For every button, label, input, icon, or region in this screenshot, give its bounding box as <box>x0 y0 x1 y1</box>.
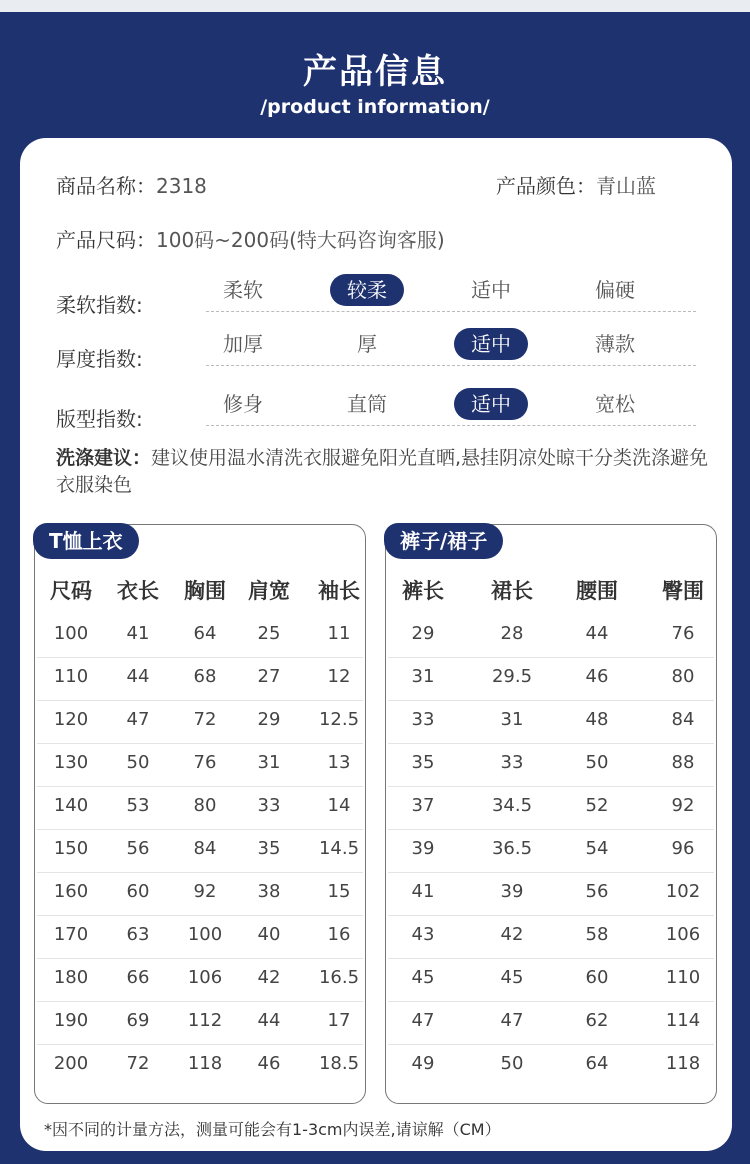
table-cell: 112 <box>187 1010 223 1031</box>
table-cell: 92 <box>671 795 695 816</box>
product-name-value: 2318 <box>156 174 207 198</box>
table-cell: 84 <box>671 709 695 730</box>
table-header-cell: 衣长 <box>117 579 159 603</box>
product-color-label: 产品颜色： <box>496 174 596 198</box>
index-option-selected: 较柔 <box>330 274 404 306</box>
table-cell: 14.5 <box>318 838 360 859</box>
table-cell: 80 <box>671 666 695 687</box>
table-cell: 44 <box>585 623 609 644</box>
table-header-cell: 袖长 <box>318 579 360 603</box>
table-cell: 28 <box>500 623 524 644</box>
index-option: 加厚 <box>223 332 263 356</box>
table-row-divider <box>37 700 363 701</box>
table-cell: 160 <box>53 881 89 902</box>
table-cell: 41 <box>126 623 150 644</box>
table-cell: 54 <box>585 838 609 859</box>
index-option: 厚 <box>357 332 377 356</box>
table-cell: 12 <box>327 666 351 687</box>
table-cell: 16 <box>327 924 351 945</box>
pants-size-table <box>385 524 717 1104</box>
index-label: 厚度指数: <box>56 347 143 371</box>
table-cell: 88 <box>671 752 695 773</box>
index-row <box>56 326 696 371</box>
table-cell: 72 <box>193 709 217 730</box>
table-cell: 33 <box>500 752 524 773</box>
table-row-divider <box>388 1044 714 1045</box>
table-cell: 39 <box>500 881 524 902</box>
table-cell: 92 <box>193 881 217 902</box>
table-cell: 16.5 <box>318 967 360 988</box>
table-cell: 15 <box>327 881 351 902</box>
table-cell: 106 <box>665 924 701 945</box>
table-row-divider <box>37 786 363 787</box>
table-cell: 38 <box>257 881 281 902</box>
pants-table-tag: 裤子/裙子 <box>384 523 503 559</box>
table-cell: 69 <box>126 1010 150 1031</box>
wash-advice <box>56 445 716 499</box>
tshirt-table-tag: T恤上衣 <box>33 523 139 559</box>
table-cell: 31 <box>411 666 435 687</box>
table-cell: 49 <box>411 1053 435 1074</box>
table-cell: 33 <box>257 795 281 816</box>
table-cell: 76 <box>671 623 695 644</box>
table-cell: 170 <box>53 924 89 945</box>
page-title: 产品信息 <box>303 52 447 92</box>
index-option: 柔软 <box>223 278 263 302</box>
table-cell: 13 <box>327 752 351 773</box>
table-cell: 100 <box>187 924 223 945</box>
table-cell: 102 <box>665 881 701 902</box>
index-divider <box>206 311 696 312</box>
table-row-divider <box>388 1001 714 1002</box>
index-option: 偏硬 <box>595 278 635 302</box>
table-cell: 60 <box>126 881 150 902</box>
product-size <box>56 224 445 253</box>
table-row-divider <box>37 872 363 873</box>
table-cell: 42 <box>257 967 281 988</box>
table-header-cell: 裤长 <box>402 579 444 603</box>
product-name-label: 商品名称： <box>56 174 156 198</box>
table-cell: 180 <box>53 967 89 988</box>
measurement-note: *因不同的计量方法，测量可能会有1-3cm内误差,请谅解（CM） <box>44 1120 501 1139</box>
table-cell: 50 <box>500 1053 524 1074</box>
index-option-selected: 适中 <box>454 388 528 420</box>
table-header-cell: 肩宽 <box>248 579 290 603</box>
table-cell: 106 <box>187 967 223 988</box>
table-row-divider <box>37 829 363 830</box>
table-cell: 96 <box>671 838 695 859</box>
table-header-cell: 尺码 <box>50 579 92 603</box>
table-cell: 63 <box>126 924 150 945</box>
table-row-divider <box>37 1001 363 1002</box>
product-size-value: 100码~200码(特大码咨询客服) <box>156 228 445 252</box>
table-cell: 41 <box>411 881 435 902</box>
index-label: 柔软指数: <box>56 293 143 317</box>
table-cell: 31 <box>500 709 524 730</box>
table-cell: 44 <box>257 1010 281 1031</box>
table-cell: 48 <box>585 709 609 730</box>
product-name <box>56 170 207 199</box>
table-cell: 29 <box>257 709 281 730</box>
table-cell: 130 <box>53 752 89 773</box>
table-cell: 42 <box>500 924 524 945</box>
table-row-divider <box>388 958 714 959</box>
table-cell: 29 <box>411 623 435 644</box>
table-cell: 110 <box>665 967 701 988</box>
table-cell: 46 <box>585 666 609 687</box>
table-cell: 50 <box>126 752 150 773</box>
table-cell: 11 <box>327 623 351 644</box>
table-cell: 44 <box>126 666 150 687</box>
table-cell: 150 <box>53 838 89 859</box>
table-cell: 52 <box>585 795 609 816</box>
table-cell: 25 <box>257 623 281 644</box>
table-cell: 17 <box>327 1010 351 1031</box>
table-cell: 35 <box>411 752 435 773</box>
index-option: 直筒 <box>347 392 387 416</box>
table-cell: 40 <box>257 924 281 945</box>
index-row <box>56 272 696 317</box>
table-cell: 34.5 <box>491 795 533 816</box>
table-cell: 14 <box>327 795 351 816</box>
table-cell: 110 <box>53 666 89 687</box>
index-row <box>56 386 696 431</box>
table-row-divider <box>37 1044 363 1045</box>
product-color-value: 青山蓝 <box>596 174 656 198</box>
table-cell: 12.5 <box>318 709 360 730</box>
table-cell: 72 <box>126 1053 150 1074</box>
table-cell: 100 <box>53 623 89 644</box>
table-cell: 47 <box>126 709 150 730</box>
table-row-divider <box>388 786 714 787</box>
index-divider <box>206 425 696 426</box>
table-header-cell: 腰围 <box>576 579 618 603</box>
table-header-cell: 裙长 <box>491 579 533 603</box>
table-cell: 66 <box>126 967 150 988</box>
table-cell: 53 <box>126 795 150 816</box>
table-cell: 190 <box>53 1010 89 1031</box>
table-cell: 37 <box>411 795 435 816</box>
table-cell: 118 <box>665 1053 701 1074</box>
table-cell: 35 <box>257 838 281 859</box>
table-cell: 114 <box>665 1010 701 1031</box>
table-row-divider <box>388 872 714 873</box>
table-cell: 56 <box>126 838 150 859</box>
table-cell: 118 <box>187 1053 223 1074</box>
index-label: 版型指数: <box>56 407 143 431</box>
table-row-divider <box>388 915 714 916</box>
table-cell: 46 <box>257 1053 281 1074</box>
table-cell: 47 <box>500 1010 524 1031</box>
table-cell: 64 <box>585 1053 609 1074</box>
table-header-cell: 臀围 <box>662 579 704 603</box>
page-subtitle: /product information/ <box>260 96 490 118</box>
index-option: 修身 <box>223 392 263 416</box>
wash-advice-label: 洗涤建议： <box>56 447 152 469</box>
table-cell: 29.5 <box>491 666 533 687</box>
table-cell: 84 <box>193 838 217 859</box>
table-row-divider <box>388 829 714 830</box>
table-row-divider <box>388 743 714 744</box>
table-row-divider <box>37 958 363 959</box>
table-header-cell: 胸围 <box>184 579 226 603</box>
table-cell: 33 <box>411 709 435 730</box>
table-cell: 43 <box>411 924 435 945</box>
table-cell: 80 <box>193 795 217 816</box>
product-color <box>496 170 656 199</box>
table-cell: 45 <box>411 967 435 988</box>
table-cell: 39 <box>411 838 435 859</box>
table-row-divider <box>388 700 714 701</box>
table-cell: 56 <box>585 881 609 902</box>
table-cell: 58 <box>585 924 609 945</box>
table-cell: 31 <box>257 752 281 773</box>
table-row-divider <box>37 657 363 658</box>
index-option: 宽松 <box>595 392 635 416</box>
table-cell: 200 <box>53 1053 89 1074</box>
product-size-label: 产品尺码： <box>56 228 156 252</box>
index-option: 适中 <box>471 278 511 302</box>
table-cell: 47 <box>411 1010 435 1031</box>
table-cell: 140 <box>53 795 89 816</box>
index-option-selected: 适中 <box>454 328 528 360</box>
table-cell: 18.5 <box>318 1053 360 1074</box>
index-option: 薄款 <box>595 332 635 356</box>
table-cell: 50 <box>585 752 609 773</box>
table-cell: 27 <box>257 666 281 687</box>
table-cell: 62 <box>585 1010 609 1031</box>
table-cell: 64 <box>193 623 217 644</box>
table-cell: 45 <box>500 967 524 988</box>
table-cell: 36.5 <box>491 838 533 859</box>
top-strip <box>0 0 750 12</box>
table-row-divider <box>37 915 363 916</box>
table-row-divider <box>388 657 714 658</box>
tshirt-size-table <box>34 524 366 1104</box>
table-cell: 68 <box>193 666 217 687</box>
wash-advice-text: 建议使用温水清洗衣服避免阳光直晒,悬挂阴凉处晾干分类洗涤避免衣服染色 <box>56 447 709 496</box>
table-cell: 76 <box>193 752 217 773</box>
table-cell: 120 <box>53 709 89 730</box>
table-cell: 60 <box>585 967 609 988</box>
index-divider <box>206 365 696 366</box>
table-row-divider <box>37 743 363 744</box>
